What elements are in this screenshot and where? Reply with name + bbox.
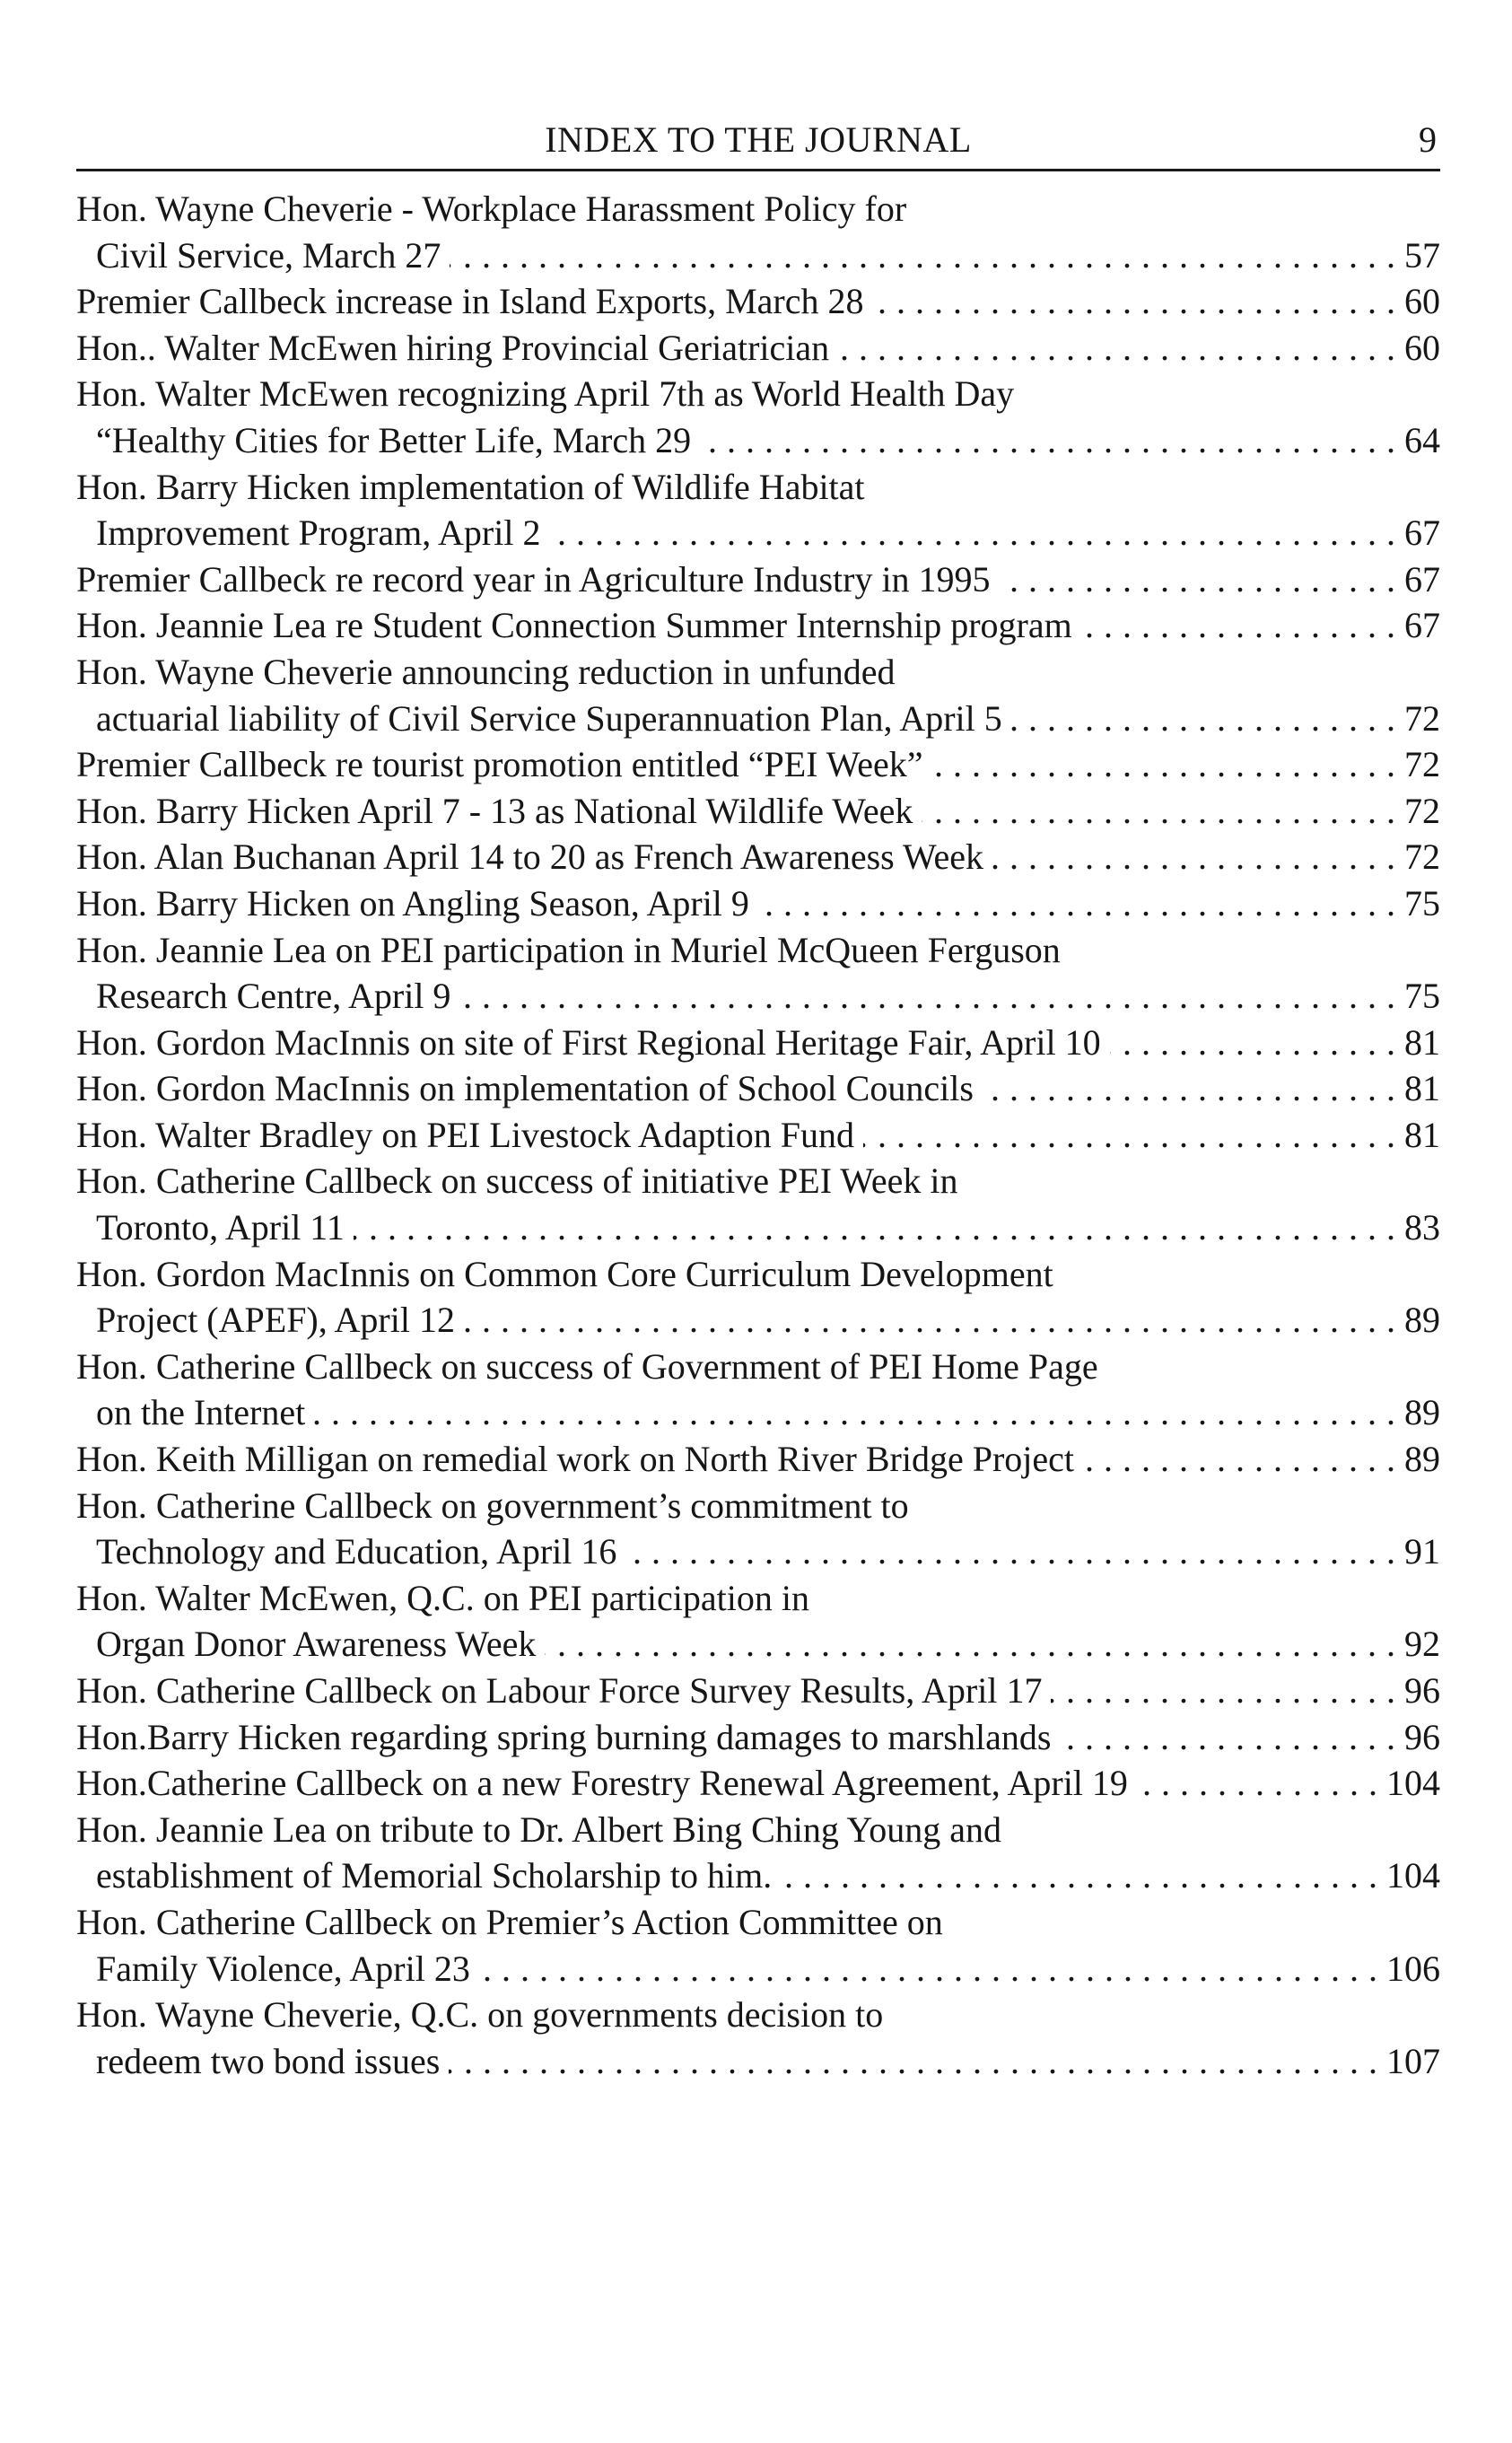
entry-last-line [76,278,1440,325]
entry-text: Project (APEF), April 12 [96,1300,455,1341]
entry-text: Hon. Jeannie Lea on tribute to Dr. Albert Bing Ching Young and [76,1808,1002,1850]
dot-leader [354,1204,1395,1251]
entry-text: Technology and Education, April 16 [96,1531,617,1572]
dot-leader [314,1389,1395,1436]
entry-page-number: 104 [1386,1763,1440,1804]
entry-page-number: 67 [1404,605,1440,646]
entry-page-number: 104 [1386,1855,1440,1896]
entry-page-number: 72 [1404,744,1440,785]
entry-page-number: 57 [1404,234,1440,276]
dot-leader [1137,1760,1377,1807]
entry-text: Hon. Gordon MacInnis on implementation of School Councils [76,1068,974,1109]
entry-page-number: 81 [1404,1068,1440,1109]
entry-text: Hon. Gordon MacInnis on site of First Regional Heritage Fair, April 10 [76,1021,1101,1063]
entry-text: Hon. Jeannie Lea on PEI participation in Muriel McQueen Ferguson [76,929,1061,970]
entry-text: Hon. Keith Milligan on remedial work on North River Bridge Project [76,1439,1075,1480]
index-entry [76,464,1440,556]
entry-text: Hon. Catherine Callbeck on Premier’s Action Committee on [76,1901,943,1942]
index-entry [76,278,1440,325]
index-entry [76,788,1440,835]
entry-page-number: 60 [1404,281,1440,322]
entry-text: Research Centre, April 9 [96,976,451,1017]
dot-leader [1000,556,1395,603]
entry-line [76,1158,1440,1204]
entry-text: Premier Callbeck re record year in Agriculture Industry in 1995 [76,558,991,600]
index-entry [76,741,1440,788]
entry-text: Hon. Catherine Callbeck on government’s commitment to [76,1484,909,1526]
page-number: 9 [1419,119,1437,160]
index-entry [76,649,1440,741]
index-entry [76,1899,1440,1992]
entry-text: Hon. Catherine Callbeck on success of Government of PEI Home Page [76,1345,1098,1387]
dot-leader [449,2038,1377,2085]
entry-last-line [76,788,1440,835]
index-entry [76,1020,1440,1066]
entry-last-line [76,1112,1440,1159]
dot-leader [983,1065,1395,1112]
entry-page-number: 67 [1404,512,1440,554]
dot-leader [1083,1436,1395,1483]
dot-leader [1011,696,1395,742]
entry-text: Hon. Walter McEwen recognizing April 7th as World Health Day [76,373,1015,415]
entry-text: Hon. Barry Hicken on Angling Season, April 9 [76,882,749,924]
entry-text: Toronto, April 11 [96,1207,345,1248]
entry-last-line [76,973,1440,1020]
entry-line [76,649,1440,696]
dot-leader [873,278,1396,325]
dot-leader [700,417,1395,464]
entry-page-number: 89 [1404,1392,1440,1433]
entry-page-number: 83 [1404,1207,1440,1248]
entry-page-number: 75 [1404,882,1440,924]
entry-text: on the Internet [96,1392,306,1433]
entry-page-number: 91 [1404,1531,1440,1572]
entry-text: Hon.Catherine Callbeck on a new Forestry Renewal Agreement, April 19 [76,1763,1128,1804]
entry-text: redeem two bond issues [96,2040,441,2081]
dot-leader [1060,1714,1395,1761]
page-title: INDEX TO THE JOURNAL [545,119,972,160]
entry-last-line [76,510,1440,556]
index-entry [76,1668,1440,1714]
entry-last-line [76,1436,1440,1483]
entry-page-number: 67 [1404,558,1440,600]
entry-page-number: 92 [1404,1624,1440,1665]
entry-text: actuarial liability of Civil Service Superannuation Plan, April 5 [96,697,1002,739]
dot-leader [1051,1668,1395,1714]
entry-text: Hon. Catherine Callbeck on Labour Force Survey Results, April 17 [76,1670,1043,1711]
index-entry [76,556,1440,603]
journal-index-page [76,117,1440,2084]
index-entry [76,1483,1440,1575]
entry-last-line [76,1714,1440,1761]
entry-line [76,186,1440,232]
entry-text: Hon. Walter McEwen, Q.C. on PEI participation in [76,1577,809,1618]
entry-page-number: 64 [1404,419,1440,460]
entry-last-line [76,741,1440,788]
entry-page-number: 75 [1404,976,1440,1017]
entry-last-line [76,1389,1440,1436]
entry-text: Hon. Wayne Cheverie, Q.C. on governments decision to [76,1994,884,2036]
entry-line [76,1483,1440,1529]
dot-leader [625,1528,1395,1575]
entry-text: Hon.. Walter McEwen hiring Provincial Geriatrician [76,327,830,368]
entry-text: Hon. Jeannie Lea re Student Connection Summer Internship program [76,605,1072,646]
index-entry [76,834,1440,880]
dot-leader [838,325,1395,372]
index-entries-list [76,186,1440,2084]
entry-text: Hon. Barry Hicken implementation of Wildlife Habitat [76,466,865,507]
entry-line [76,1251,1440,1298]
index-entry [76,325,1440,372]
entry-last-line [76,417,1440,464]
entry-line [76,371,1440,417]
entry-line [76,1344,1440,1390]
entry-line [76,1992,1440,2038]
entry-last-line [76,1852,1440,1899]
index-entry [76,602,1440,649]
entry-line [76,927,1440,974]
entry-text: Hon. Wayne Cheverie - Workplace Harassment Policy for [76,188,907,229]
entry-text: “Healthy Cities for Better Life, March 29 [96,419,692,460]
entry-page-number: 81 [1404,1114,1440,1155]
dot-leader [1081,602,1395,649]
entry-page-number: 89 [1404,1300,1440,1341]
entry-last-line [76,556,1440,603]
entry-last-line [76,1020,1440,1066]
index-entry [76,186,1440,278]
entry-last-line [76,1668,1440,1714]
index-entry [76,371,1440,463]
entry-last-line [76,1946,1440,1992]
entry-last-line [76,696,1440,742]
dot-leader [450,232,1395,279]
entry-page-number: 96 [1404,1670,1440,1711]
entry-line [76,1807,1440,1853]
entry-last-line [76,1065,1440,1112]
entry-line [76,1575,1440,1622]
dot-leader [479,1946,1377,1992]
entry-last-line [76,880,1440,927]
index-entry [76,1575,1440,1668]
index-entry [76,1436,1440,1483]
index-entry [76,1251,1440,1344]
entry-last-line [76,602,1440,649]
index-entry [76,1112,1440,1159]
entry-line [76,464,1440,511]
entry-text: Premier Callbeck re tourist promotion entitled “PEI Week” [76,744,923,785]
entry-line [76,1899,1440,1946]
dot-leader [781,1852,1377,1899]
entry-last-line [76,1528,1440,1575]
entry-page-number: 106 [1386,1948,1440,1989]
entry-text: Premier Callbeck increase in Island Exports, March 28 [76,281,864,322]
entry-text: Organ Donor Awareness Week [96,1624,537,1665]
entry-text: Hon. Wayne Cheverie announcing reduction in unfunded [76,651,896,692]
dot-leader [545,1621,1395,1668]
index-entry [76,1807,1440,1899]
dot-leader [863,1112,1395,1159]
dot-leader [758,880,1395,927]
index-entry [76,1344,1440,1436]
index-entry [76,1760,1440,1807]
dot-leader [459,973,1395,1020]
entry-page-number: 72 [1404,697,1440,739]
index-entry [76,1158,1440,1250]
dot-leader [932,741,1395,788]
dot-leader [992,834,1395,880]
entry-text: Hon. Alan Buchanan April 14 to 20 as French Awareness Week [76,836,984,878]
entry-page-number: 89 [1404,1439,1440,1480]
entry-text: Family Violence, April 23 [96,1948,470,1989]
entry-page-number: 81 [1404,1021,1440,1063]
page-header [76,117,1440,171]
entry-last-line [76,1760,1440,1807]
entry-last-line [76,325,1440,372]
entry-text: establishment of Memorial Scholarship to him. [96,1855,773,1896]
entry-last-line [76,834,1440,880]
dot-leader [464,1297,1395,1344]
index-entry [76,927,1440,1020]
dot-leader [1110,1020,1395,1066]
dot-leader [549,510,1395,556]
entry-text: Hon. Catherine Callbeck on success of initiative PEI Week in [76,1160,958,1202]
entry-page-number: 96 [1404,1716,1440,1757]
entry-page-number: 60 [1404,327,1440,368]
entry-last-line [76,1204,1440,1251]
entry-page-number: 72 [1404,836,1440,878]
entry-text: Civil Service, March 27 [96,234,441,276]
entry-last-line [76,2038,1440,2085]
dot-leader [922,788,1395,835]
entry-last-line [76,1621,1440,1668]
entry-text: Hon. Gordon MacInnis on Common Core Curriculum Development [76,1253,1053,1294]
entry-text: Improvement Program, April 2 [96,512,541,554]
index-entry [76,1714,1440,1761]
entry-text: Hon.Barry Hicken regarding spring burning damages to marshlands [76,1716,1052,1757]
entry-page-number: 72 [1404,790,1440,831]
index-entry [76,1992,1440,2084]
index-entry [76,1065,1440,1112]
entry-text: Hon. Walter Bradley on PEI Livestock Adaption Fund [76,1114,855,1155]
entry-page-number: 107 [1386,2040,1440,2081]
entry-text: Hon. Barry Hicken April 7 - 13 as National Wildlife Week [76,790,913,831]
index-entry [76,880,1440,927]
entry-last-line [76,232,1440,279]
entry-last-line [76,1297,1440,1344]
